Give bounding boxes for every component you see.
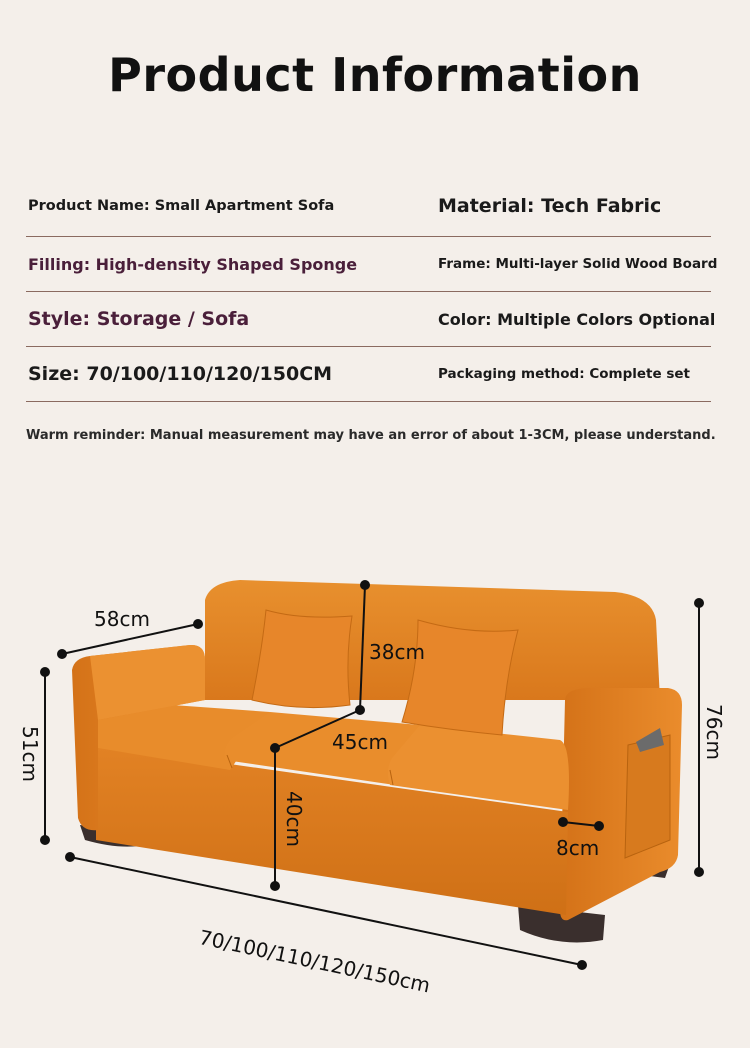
spec-filling: Filling: High-density Shaped Sponge (28, 254, 358, 274)
page-title: Product Information (108, 48, 642, 102)
seat-height-label: 40cm (281, 791, 306, 847)
seat-depth-label: 45cm (332, 730, 388, 754)
spec-color: Color: Multiple Colors Optional (438, 309, 716, 329)
sofa-side-pocket (625, 735, 670, 858)
spec-style: Style: Storage / Sofa (28, 308, 250, 330)
spec-size: Size: 70/100/110/120/150CM (28, 363, 333, 385)
pillow (402, 620, 518, 735)
warm-reminder: Warm reminder: Manual measurement may have an error of about 1-3CM, please understand. (26, 428, 716, 443)
pillow (252, 610, 352, 708)
spec-packaging: Packaging method: Complete set (438, 366, 690, 382)
spec-frame: Frame: Multi-layer Solid Wood Board (438, 256, 718, 272)
arm-height-label: 51cm (17, 726, 42, 782)
total-height-label: 76cm (701, 704, 726, 760)
spec-product-name: Product Name: Small Apartment Sofa (28, 198, 335, 214)
back-height-label: 38cm (369, 640, 425, 664)
width-label: 70/100/110/120/150cm (197, 925, 433, 998)
depth-label: 58cm (94, 607, 150, 631)
leg-height-label: 8cm (556, 836, 600, 860)
spec-material: Material: Tech Fabric (438, 195, 662, 217)
